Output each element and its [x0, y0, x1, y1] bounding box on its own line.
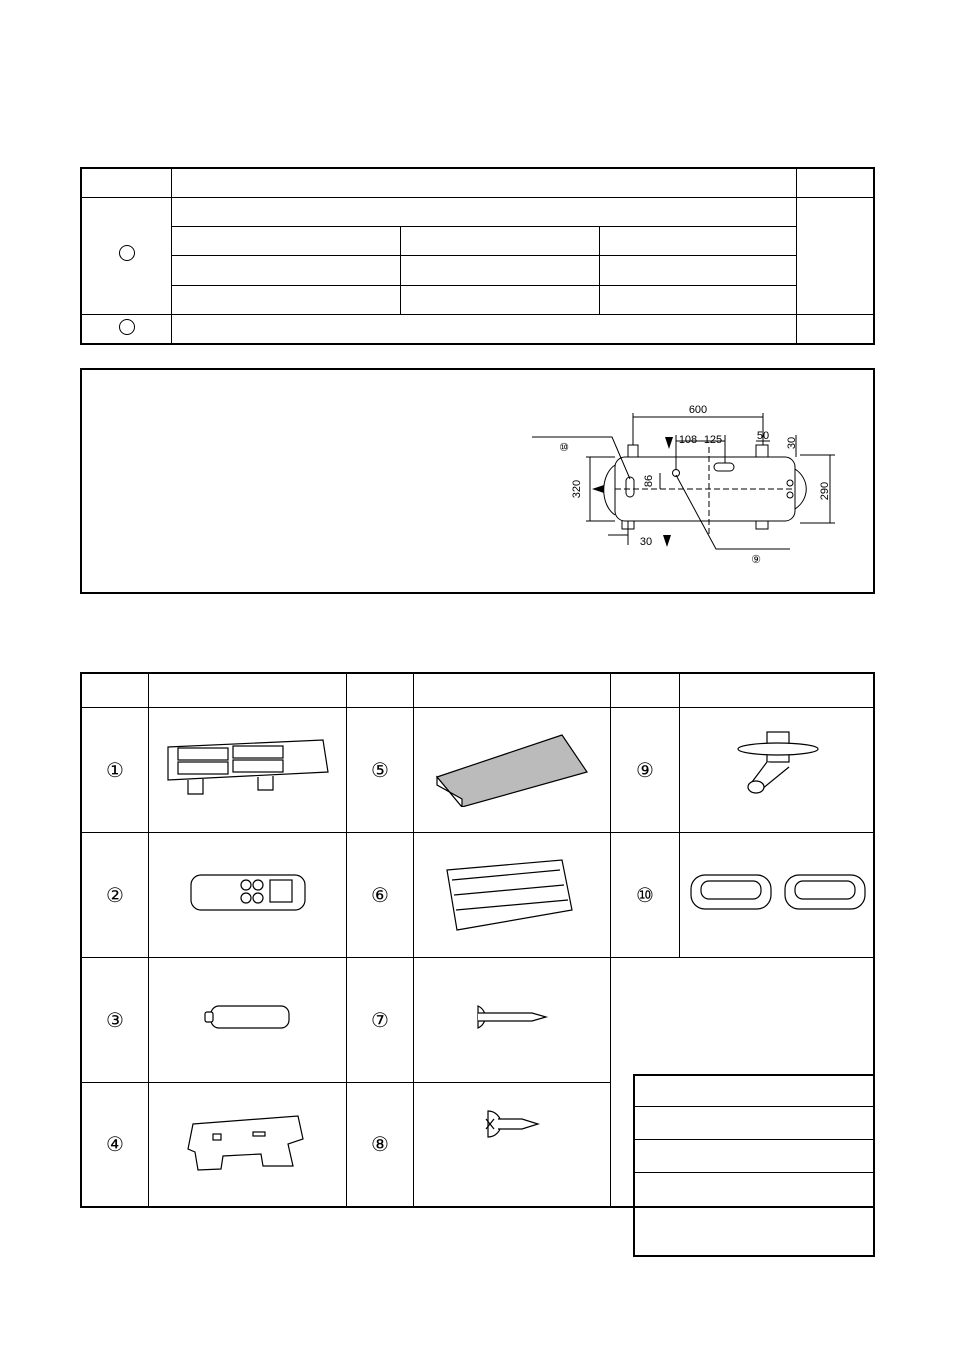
spec-cell — [172, 285, 401, 314]
acc-number: ⑧ — [347, 1082, 414, 1207]
spec-row1-symbol-cell — [81, 197, 172, 314]
small-table-cell — [634, 1075, 874, 1106]
small-table-cell — [634, 1206, 874, 1256]
spec-cell — [401, 285, 600, 314]
circle-symbol-icon — [119, 245, 135, 261]
acc-number: ⑤ — [347, 707, 414, 832]
acc-number: ④ — [81, 1082, 149, 1207]
mounting-plate-icon — [183, 1104, 313, 1179]
air-filter-icon — [432, 727, 592, 807]
acc-image-cell — [149, 1082, 347, 1207]
acc-header-name — [414, 673, 611, 707]
drain-cap-icon — [687, 867, 867, 917]
callout-label: ⑩ — [559, 442, 569, 454]
acc-number: ② — [81, 832, 149, 957]
spec-row1-title-cell — [172, 197, 797, 226]
small-table-cell — [634, 1106, 874, 1139]
spec-header-col1 — [81, 168, 172, 197]
dim-label: 30 — [639, 536, 653, 548]
drain-elbow-icon — [732, 727, 822, 807]
dim-label: 30 — [786, 436, 798, 450]
acc-image-cell — [414, 957, 611, 1082]
slot-left — [626, 477, 634, 497]
spec-cell — [600, 285, 797, 314]
spec-row2-symbol-cell — [81, 315, 172, 344]
spec-cell — [600, 227, 797, 256]
acc-image-cell — [149, 707, 347, 832]
acc-number: ③ — [81, 957, 149, 1082]
acc-header-no — [347, 673, 414, 707]
callout-label: ⑨ — [751, 554, 761, 566]
battery-icon — [203, 1002, 293, 1032]
acc-number: ⑦ — [347, 957, 414, 1082]
spec-row1-qty-cell — [797, 197, 875, 314]
acc-header-no — [611, 673, 680, 707]
spec-cell — [401, 256, 600, 285]
truss-screw-icon — [472, 1002, 552, 1032]
acc-image-cell — [149, 957, 347, 1082]
dim-label: 108 — [678, 434, 698, 446]
filter-cassette-icon — [442, 850, 582, 935]
acc-number: ⑨ — [611, 707, 680, 832]
acc-header-name — [680, 673, 875, 707]
small-table-cell — [634, 1172, 874, 1206]
acc-image-cell — [414, 1082, 611, 1207]
dim-label: 290 — [819, 481, 831, 501]
spec-cell — [172, 256, 401, 285]
dim-label: 125 — [703, 434, 723, 446]
front-panel-frame-icon — [163, 732, 333, 802]
acc-image-cell — [149, 832, 347, 957]
spec-table — [80, 167, 875, 345]
spec-row2-qty-cell — [797, 315, 875, 344]
acc-number: ① — [81, 707, 149, 832]
acc-image-cell — [414, 832, 611, 957]
unit-right-arc — [795, 469, 806, 509]
acc-image-cell — [680, 832, 875, 957]
circle-symbol-icon — [119, 319, 135, 335]
spec-cell — [172, 227, 401, 256]
dim-label: 50 — [756, 430, 770, 442]
spec-cell — [401, 227, 600, 256]
dim-label: 600 — [688, 404, 708, 416]
acc-number: ⑥ — [347, 832, 414, 957]
acc-image-cell — [680, 707, 875, 832]
unit-dimension-diagram — [520, 395, 850, 575]
spec-header-col2 — [172, 168, 797, 197]
dim-label: 320 — [571, 479, 583, 499]
acc-number: ⑩ — [611, 832, 680, 957]
slot-top — [714, 463, 734, 471]
remote-control-icon — [188, 870, 308, 915]
spec-row2-title-cell — [172, 315, 797, 344]
unit-left-arc — [604, 465, 615, 515]
small-table — [633, 1074, 875, 1257]
dim-label: 86 — [643, 474, 655, 488]
acc-image-cell — [414, 707, 611, 832]
spec-cell — [600, 256, 797, 285]
small-table-cell — [634, 1139, 874, 1172]
acc-header-name — [149, 673, 347, 707]
spec-header-col3 — [797, 168, 875, 197]
tapping-screw-icon — [482, 1109, 542, 1139]
acc-header-no — [81, 673, 149, 707]
